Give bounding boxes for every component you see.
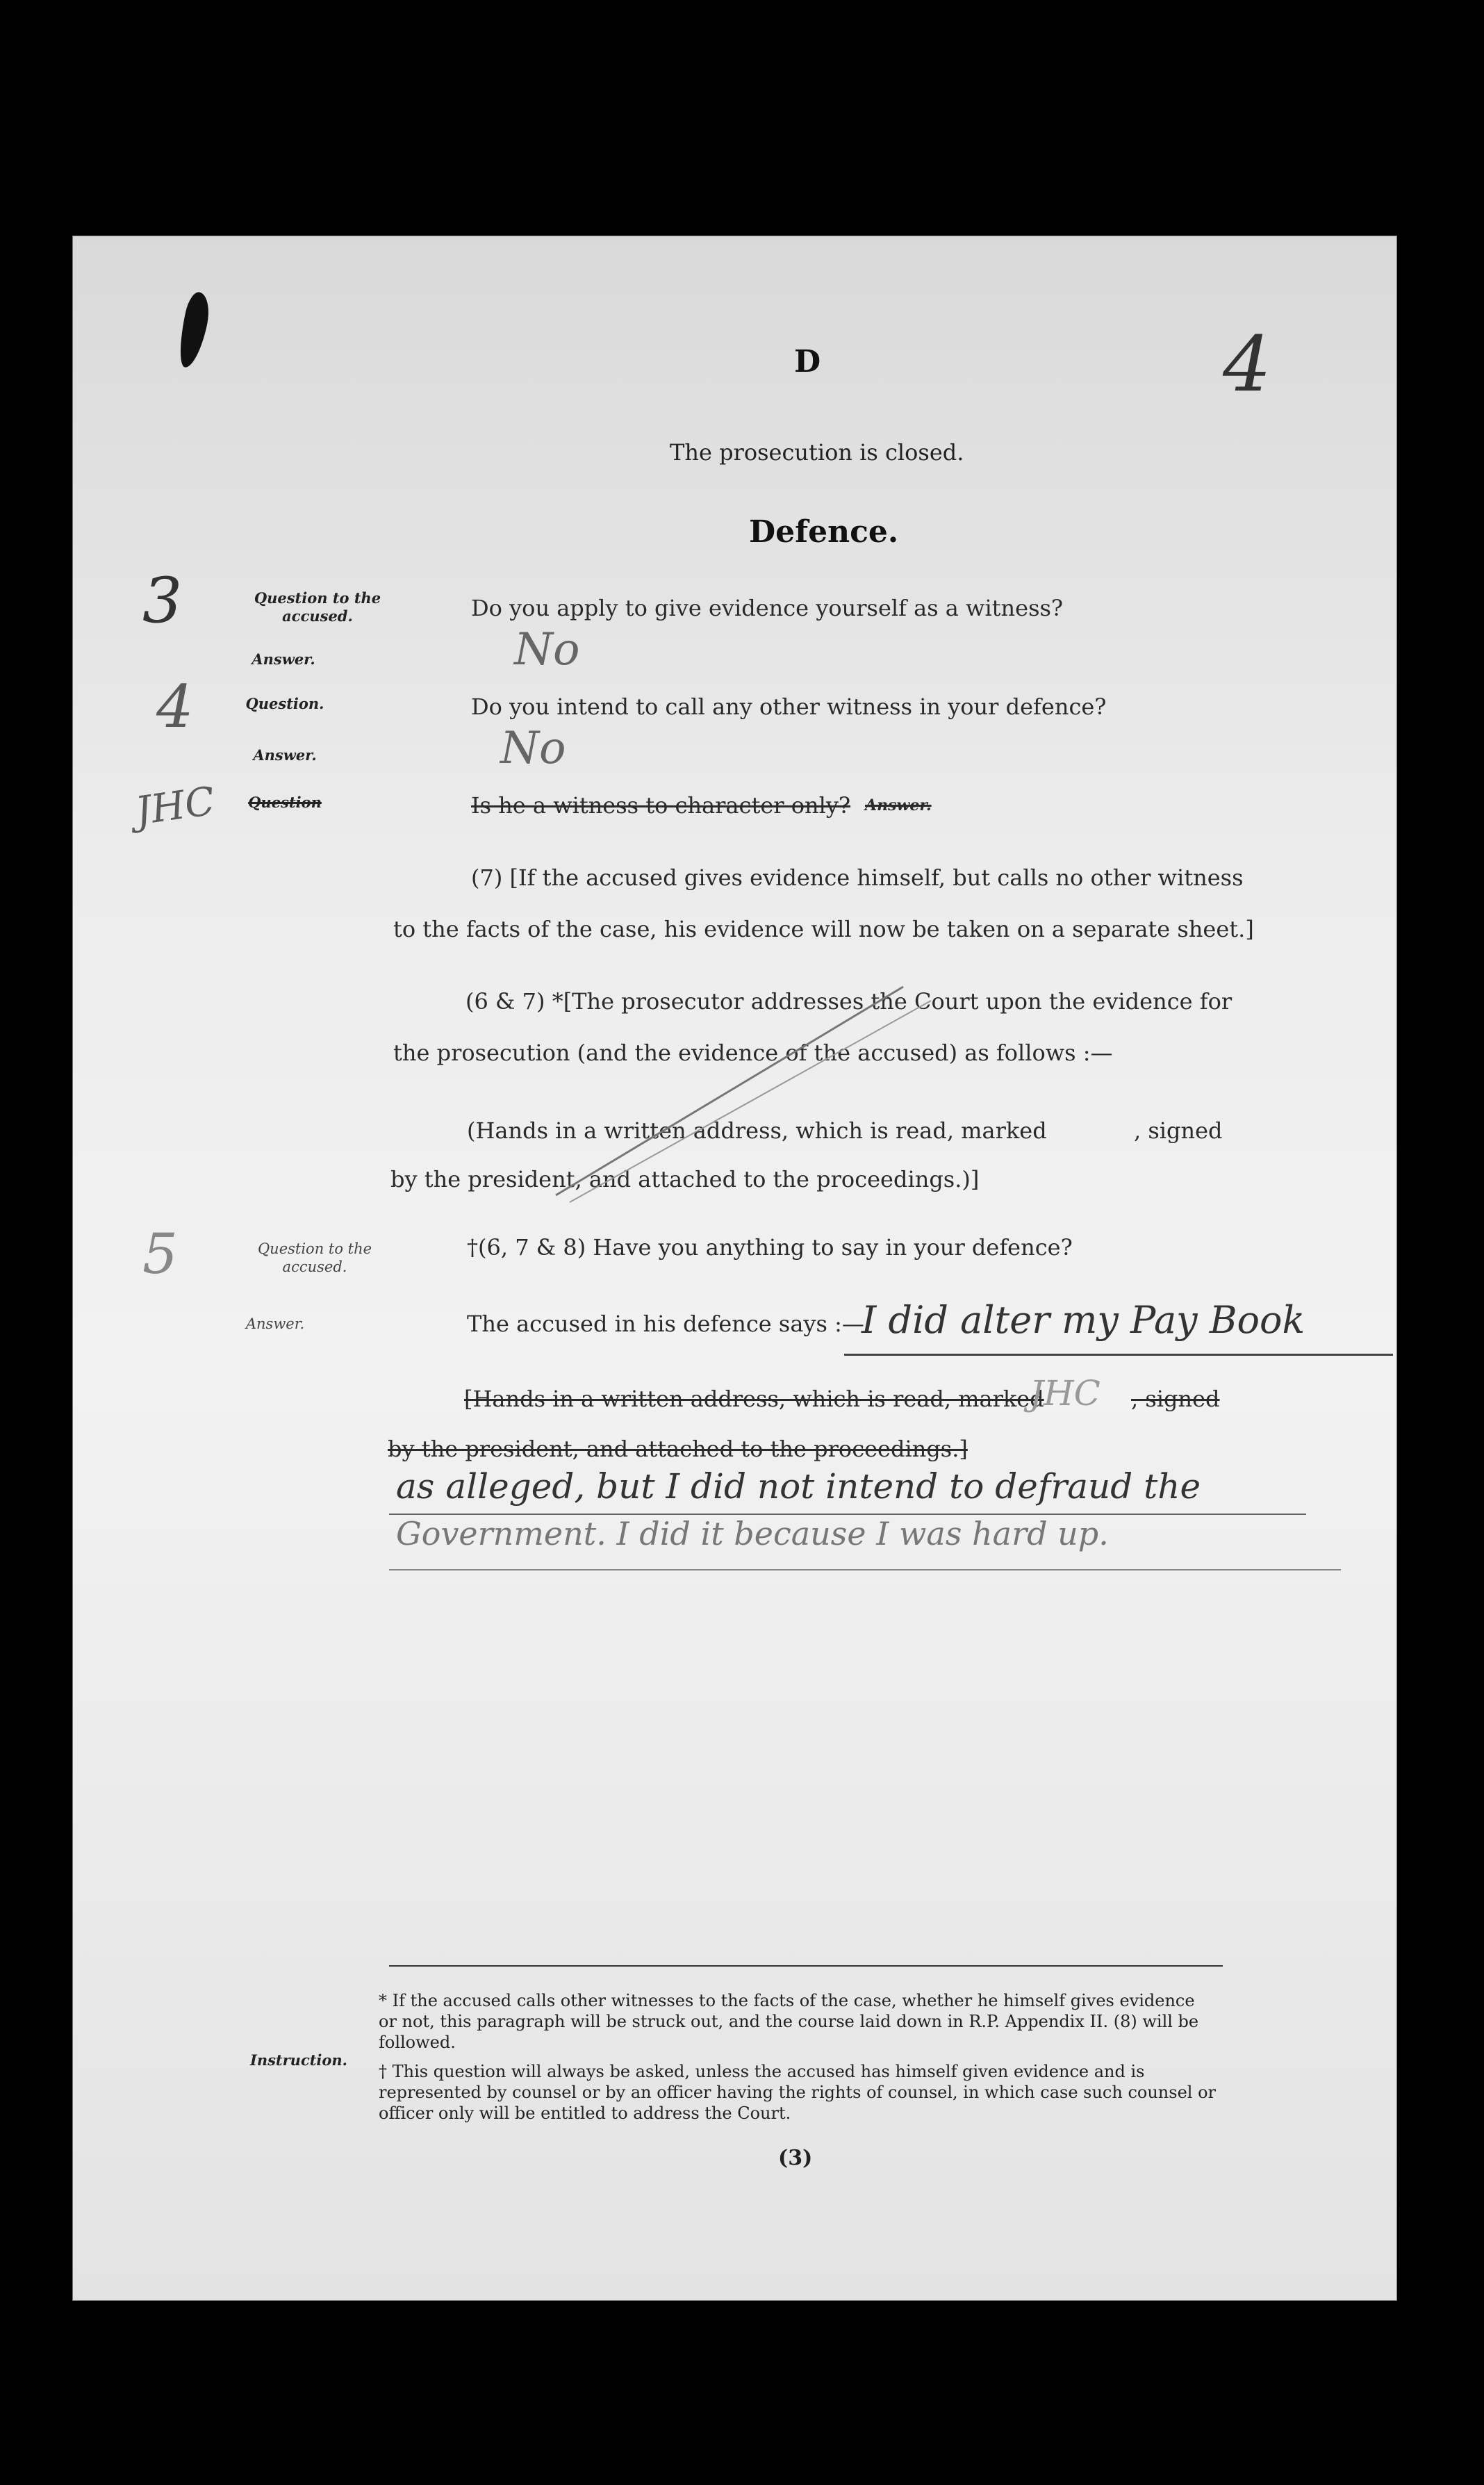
margin-answer-2: Answer.	[253, 746, 317, 764]
footnote-rule	[389, 1965, 1223, 1967]
margin-number-4: 4	[156, 673, 194, 741]
margin-initials: JHC	[133, 778, 218, 835]
margin-answer-4: Answer.	[245, 1315, 305, 1332]
question-2: Do you intend to call any other witness in your defence?	[471, 694, 1107, 720]
defence-heading: Defence.	[749, 514, 899, 550]
statement-line-3: Government. I did it because I was hard up.	[396, 1515, 1109, 1552]
margin-instruction: Instruction.	[250, 2051, 347, 2069]
paragraph-7-line-1: (7) [If the accused gives evidence himself, but calls no other witness	[471, 864, 1244, 891]
hands-in-2-line-2: by the president, and attached to the proceedings.]	[388, 1436, 968, 1462]
margin-answer-1: Answer.	[252, 650, 315, 668]
statement-line-2: as alleged, but I did not intend to defraud the	[396, 1466, 1201, 1507]
margin-number-5: 5	[142, 1222, 178, 1286]
defence-says-label: The accused in his defence says :—	[467, 1311, 864, 1337]
paragraph-7-line-2: to the facts of the case, his evidence will now be taken on a separate sheet.]	[393, 916, 1254, 942]
diagonal-strike-line	[542, 973, 1028, 1209]
hands-in-2-line-1b: , signed	[1131, 1386, 1220, 1412]
question-1: Do you apply to give evidence yourself as a witness?	[471, 595, 1064, 621]
question-3-struck: Is he a witness to character only?	[471, 792, 851, 819]
paragraph-6-7-line-2: the prosecution (and the evidence of the accused) as follows :—	[393, 1040, 1113, 1066]
hands-in-1-line-1a: (Hands in a written address, which is read, marked	[467, 1117, 1047, 1144]
hands-in-1-line-2: by the president, and attached to the proceedings.)]	[390, 1166, 980, 1192]
answer-2-handwritten: No	[500, 723, 566, 774]
footer-page-number: (3)	[778, 2146, 813, 2170]
answer-1-handwritten: No	[514, 624, 580, 675]
margin-question-to-accused-2: Question to the accused.	[257, 1240, 372, 1275]
question-3-answer-label: Answer.	[865, 796, 932, 814]
section-letter: D	[794, 344, 821, 379]
margin-question-2: Question.	[245, 695, 324, 712]
marked-initials-handwritten: JHC	[1030, 1373, 1100, 1413]
statement-underline-3	[389, 1569, 1341, 1570]
footnote-star: * If the accused calls other witnesses to the facts of the case, whether he himself gives evidence or not, this paragraph will be struck out, and the course laid down in R.P. Appendix II. (8) will be followed.	[379, 1991, 1199, 2052]
margin-question-3: Question	[248, 794, 322, 811]
handwritten-page-number: 4	[1223, 320, 1271, 409]
question-4: †(6, 7 & 8) Have you anything to say in your defence?	[467, 1234, 1073, 1261]
hands-in-2-line-1a: [Hands in a written address, which is read, marked	[464, 1386, 1044, 1412]
hands-in-1-line-1b: , signed	[1134, 1117, 1223, 1144]
paragraph-6-7-line-1: (6 & 7) *[The prosecutor addresses the Court upon the evidence for	[465, 988, 1232, 1015]
prosecution-closed-line: The prosecution is closed.	[670, 439, 964, 466]
statement-underline-1	[844, 1354, 1393, 1356]
footnote-dagger: † This question will always be asked, unless the accused has himself given evidence and is represented by counsel or by an officer having the rights of counsel, in which case such counsel or officer only will be entitled to address the Court.	[379, 2062, 1217, 2123]
margin-number-3: 3	[142, 564, 183, 637]
statement-line-1: I did alter my Pay Book	[861, 1298, 1305, 1342]
margin-question-to-accused: Question to the accused.	[254, 589, 381, 625]
